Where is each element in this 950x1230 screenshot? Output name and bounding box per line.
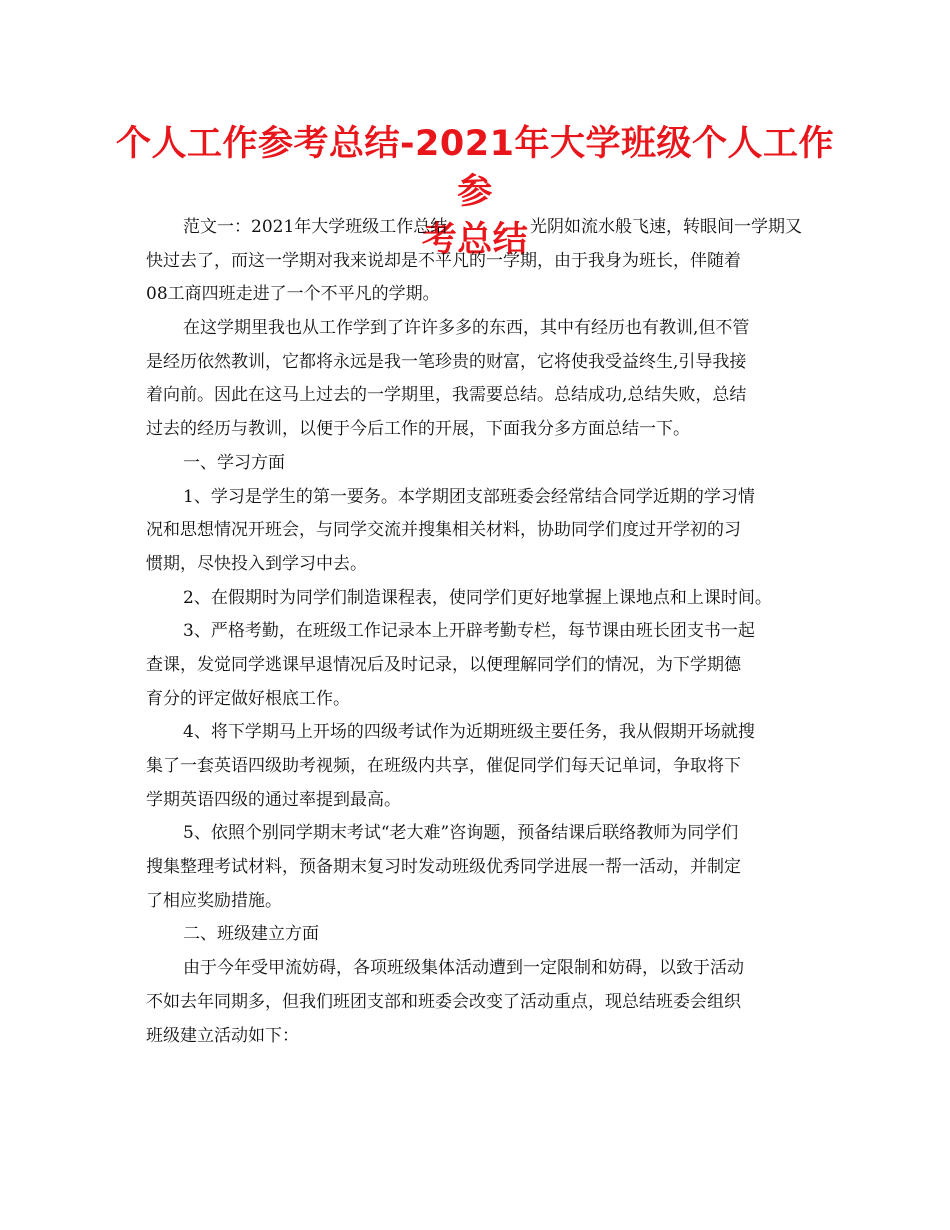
body-line: 着向前。因此在这马上过去的一学期里，我需要总结。总结成功,总结失败，总结 (146, 385, 747, 406)
title-line-2: 考总结 (421, 220, 529, 260)
body-line: 惯期，尽快投入到学习中去。 (146, 553, 367, 574)
article-heading: 范文一：2021年大学班级工作总结 (183, 217, 448, 237)
document-body (146, 211, 826, 1053)
body-line: 是经历依然教训，它都将永远是我一笔珍贵的财富，它将使我受益终生,引导我接 (146, 351, 747, 372)
body-line: 育分的评定做好根底工作。 (146, 688, 350, 709)
body-line: 5、依照个别同学期末考试“老大难”咨询题，预备结课后联络教师为同学们 (183, 823, 739, 844)
body-line: 过去的经历与教训，以便于今后工作的开展，下面我分多方面总结一下。 (146, 419, 690, 440)
body-line: 由于今年受甲流妨碍，各项班级集体活动遭到一定限制和妨碍，以致于活动 (183, 958, 744, 979)
body-line: 不如去年同期多，但我们班团支部和班委会改变了活动重点，现总结班委会组织 (146, 991, 741, 1012)
line-text: 光阴如流水般飞速，转眼间一学期又 (530, 217, 802, 237)
body-line: 学期英语四级的通过率提到最高。 (146, 789, 401, 810)
body-line: 3、严格考勤，在班级工作记录本上开辟考勤专栏，每节课由班长团支书一起 (183, 621, 755, 642)
section-heading: 二、班级建立方面 (183, 924, 319, 945)
body-line: 2、在假期时为同学们制造课程表，使同学们更好地掌握上课地点和上课时间。 (183, 587, 772, 608)
body-line: 在这学期里我也从工作学到了许许多多的东西，其中有经历也有教训,但不管 (183, 318, 750, 339)
body-line: 搜集整理考试材料，预备期末复习时发动班级优秀同学进展一帮一活动，并制定 (146, 857, 741, 878)
body-line: 08工商四班走进了一个不平凡的学期。 (146, 284, 440, 305)
body-line: 4、将下学期马上开场的四级考试作为近期班级主要任务，我从假期开场就搜 (183, 722, 755, 743)
body-line: 了相应奖励措施。 (146, 890, 282, 911)
body-line: 1、学习是学生的第一要务。本学期团支部班委会经常结合同学近期的学习情 (183, 486, 755, 507)
body-line: 班级建立活动如下： (146, 1025, 299, 1046)
body-line (146, 211, 826, 245)
body-line: 查课，发觉同学逃课早退情况后及时记录，以便理解同学们的情况，为下学期德 (146, 654, 741, 675)
title-line-1: 个人工作参考总结-2021年大学班级个人工作参 (116, 124, 834, 212)
section-heading: 一、学习方面 (183, 452, 285, 473)
body-line: 集了一套英语四级助考视频，在班级内共享，催促同学们每天记单词，争取将下 (146, 756, 741, 776)
body-line: 快过去了，而这一学期对我来说却是不平凡的一学期，由于我身为班长，伴随着 (146, 250, 741, 271)
body-line: 况和思想情况开班会，与同学交流并搜集相关材料，协助同学们度过开学初的习 (146, 520, 741, 541)
